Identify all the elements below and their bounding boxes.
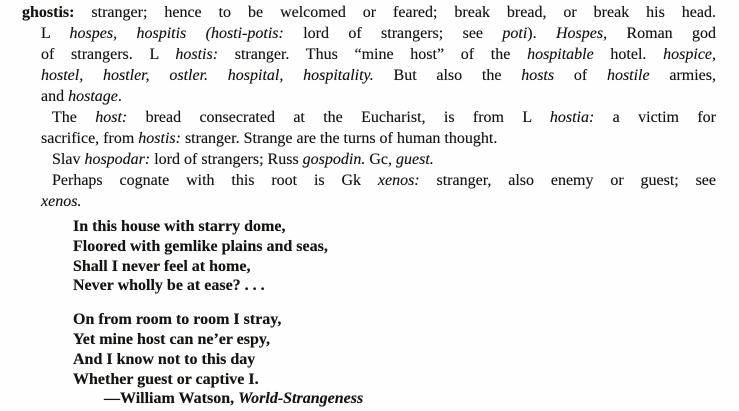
stanza-1 bbox=[0, 217, 739, 296]
text-segment: ). bbox=[527, 25, 556, 42]
text-segment: Roman god bbox=[607, 25, 717, 42]
stanza-2 bbox=[0, 310, 739, 389]
body-line bbox=[41, 23, 716, 44]
text-segment: hospice, bbox=[663, 46, 717, 63]
verse-line bbox=[73, 370, 739, 390]
text-segment: hostage bbox=[68, 88, 118, 105]
entry-paragraph-root bbox=[0, 2, 739, 107]
text-segment: poti bbox=[502, 25, 528, 42]
text-segment: Gc, bbox=[365, 151, 396, 168]
text-segment: hospitable bbox=[527, 46, 594, 63]
entry-paragraph-host bbox=[0, 107, 739, 149]
poem-attribution bbox=[0, 389, 739, 409]
text-segment: Whether guest or captive I. bbox=[73, 370, 259, 388]
text-segment: lord of strangers; Russ bbox=[150, 151, 303, 168]
dictionary-entry-ghostis bbox=[0, 2, 739, 409]
attribution-line bbox=[104, 389, 739, 409]
text-segment: But also the bbox=[373, 67, 522, 84]
verse-line bbox=[73, 350, 739, 370]
text-segment: bread consecrated at the Eucharist, is from L bbox=[127, 109, 550, 126]
text-segment: hostile bbox=[606, 67, 650, 84]
text-segment: of strangers. L bbox=[41, 46, 176, 63]
text-segment: hostis: bbox=[175, 46, 219, 63]
verse-line bbox=[73, 257, 739, 277]
text-segment: armies, bbox=[649, 67, 717, 84]
text-segment: hospodar: bbox=[84, 151, 151, 168]
verse-line bbox=[73, 330, 739, 350]
verse-line bbox=[73, 310, 739, 330]
text-segment: hospes, hospitis (hosti-potis: bbox=[69, 25, 284, 42]
text-segment: hosts bbox=[521, 67, 555, 84]
text-segment: Yet mine host can ne’er espy, bbox=[73, 330, 271, 348]
text-segment: host: bbox=[95, 109, 128, 126]
text-segment: Floored with gemlike plains and seas, bbox=[73, 237, 328, 255]
text-segment: stranger. Strange are the turns of human thought. bbox=[180, 130, 498, 147]
text-segment: sacrifice, from bbox=[41, 130, 139, 147]
text-segment: Perhaps cognate with this root is Gk bbox=[52, 172, 378, 189]
text-segment: xenos. bbox=[41, 193, 82, 210]
text-segment: Hospes, bbox=[555, 25, 608, 42]
text-segment: And I know not to this day bbox=[73, 350, 256, 368]
text-segment: and bbox=[41, 88, 69, 105]
paragraph-first bbox=[52, 149, 716, 170]
text-segment: stranger, also enemy or guest; see bbox=[419, 172, 716, 189]
headword-line bbox=[22, 2, 716, 23]
text-segment: a victim for bbox=[594, 109, 717, 126]
text-segment: gospodin. bbox=[302, 151, 366, 168]
text-segment: lord of strangers; see bbox=[283, 25, 503, 42]
text-segment: The bbox=[52, 109, 96, 126]
text-segment: On from room to room I stray, bbox=[73, 311, 282, 329]
text-segment: World-Strangeness bbox=[238, 390, 364, 408]
text-segment: guest. bbox=[396, 151, 434, 168]
text-segment: Shall I never feel at home, bbox=[73, 257, 251, 275]
body-line bbox=[41, 65, 716, 86]
text-segment: stranger. Thus “mine host” of the bbox=[218, 46, 528, 63]
body-line bbox=[41, 86, 716, 107]
entry-paragraph-xenos bbox=[0, 170, 739, 212]
paragraph-first bbox=[52, 107, 716, 128]
text-segment: hostia: bbox=[549, 109, 595, 126]
text-segment: of bbox=[554, 67, 607, 84]
text-segment: hotel. bbox=[593, 46, 664, 63]
text-segment: xenos: bbox=[377, 172, 420, 189]
text-segment: hostis: bbox=[138, 130, 181, 147]
verse-line bbox=[73, 237, 739, 257]
text-segment: In this house with starry dome, bbox=[73, 218, 286, 235]
body-line bbox=[41, 44, 716, 65]
body-line bbox=[41, 191, 716, 212]
text-segment: hostel, hostler, ostler. hospital, hospitality. bbox=[41, 67, 374, 84]
body-line bbox=[41, 128, 716, 149]
text-segment: ghostis: bbox=[22, 4, 75, 21]
entry-paragraph-slav bbox=[0, 149, 739, 170]
text-segment: Never wholly be at ease? . . . bbox=[73, 277, 265, 295]
text-segment: . bbox=[117, 88, 122, 105]
verse-line bbox=[73, 217, 739, 237]
text-segment: —William Watson, bbox=[104, 390, 239, 408]
paragraph-first bbox=[52, 170, 716, 191]
text-segment: L bbox=[41, 25, 70, 42]
text-segment: stranger; hence to be welcomed or feared; break bread, or break his head. bbox=[74, 4, 716, 21]
text-segment: Slav bbox=[52, 151, 85, 168]
verse-line bbox=[73, 276, 739, 296]
